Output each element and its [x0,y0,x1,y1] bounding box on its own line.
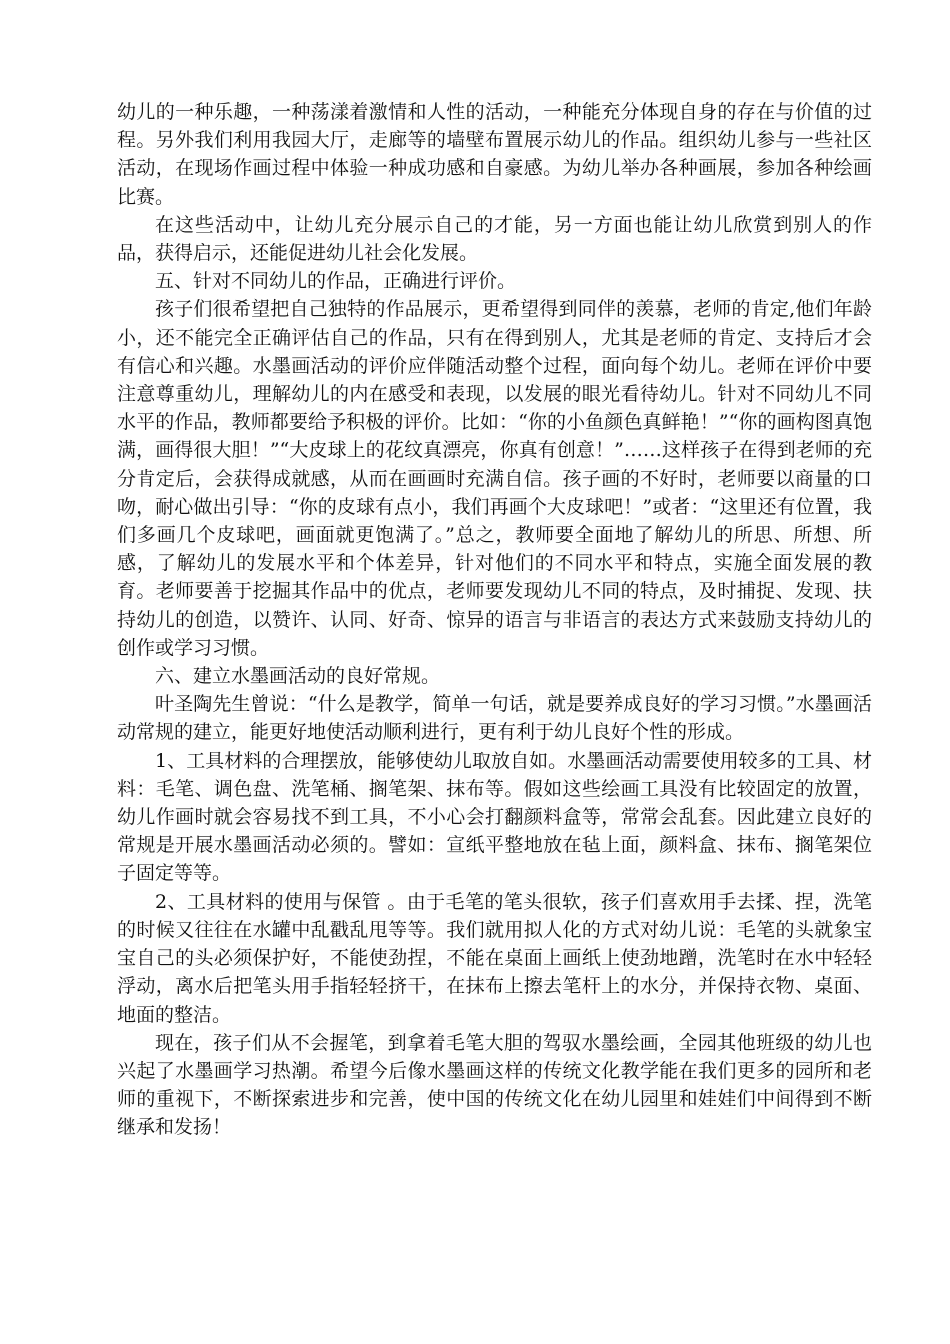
section-heading-five: 五、针对不同幼儿的作品，正确进行评价。 [155,270,517,293]
paragraph-item-one: 1、工具材料的合理摆放，能够使幼儿取放自如。水墨画活动需要使用较多的工具、材料：毛笔、调色盘、洗笔桶、搁笔架、抹布等。假如这些绘画工具没有比较固定的放置，幼儿作画时就会容易找不到工具，不小心会打翻颜料盒等，常常会乱套。因此建立良好的常规是开展水墨画活动必须的。譬如：宣纸平整地放在毡上面，颜料盒、抹布、搁笔架位子固定等等。 [117,749,872,885]
document-body [117,98,872,1142]
paragraph-quote-ye-shengtao: 叶圣陶先生曾说：“什么是教学，简单一句话，就是要养成良好的学习习惯。”水墨画活动常规的建立，能更好地使活动顺利进行，更有利于幼儿良好个性的形成。 [117,693,872,744]
paragraph-item-two: 2、工具材料的使用与保管 。由于毛笔的笔头很软，孩子们喜欢用手去揉、捏，洗笔的时候又往往在水罐中乱戳乱甩等等。我们就用拟人化的方式对幼儿说：毛笔的头就象宝宝自己的头必须保护好，不能使劲捏，不能在桌面上画纸上使劲地蹭，洗笔时在水中轻轻浮动，离水后把笔头用手指轻轻挤干，在抹布上擦去笔杆上的水分，并保持衣物、桌面、地面的整洁。 [117,890,872,1026]
paragraph-conclusion: 现在，孩子们从不会握笔，到拿着毛笔大胆的驾驭水墨绘画，全园其他班级的幼儿也兴起了水墨画学习热潮。希望今后像水墨画这样的传统文化教学能在我们更多的园所和老师的重视下，不断探索进步和完善，使中国的传统文化在幼儿园里和娃娃们中间得到不断继承和发扬！ [117,1031,872,1139]
paragraph-continuation: 幼儿的一种乐趣，一种荡漾着激情和人性的活动，一种能充分体现自身的存在与价值的过程。另外我们利用我园大厅，走廊等的墙壁布置展示幼儿的作品。组织幼儿参与一些社区活动，在现场作画过程中体验一种成功感和自豪感。为幼儿举办各种画展，参加各种绘画比赛。 [117,101,872,208]
section-heading-six: 六、建立水墨画活动的良好常规。 [155,665,441,688]
paragraph-evaluation: 孩子们很希望把自己独特的作品展示，更希望得到同伴的羡慕，老师的肯定,他们年龄小，还不能完全正确评估自己的作品，只有在得到别人，尤其是老师的肯定、支持后才会有信心和兴趣。水墨画活动的评价应伴随活动整个过程，面向每个幼儿。老师在评价中要注意尊重幼儿，理解幼儿的内在感受和表现，以发展的眼光看待幼儿。针对不同幼儿不同水平的作品，教师都要给予积极的评价。比如：“你的小鱼颜色真鲜艳！”“你的画构图真饱满，画得很大胆！”“大皮球上的花纹真漂亮，你真有创意！”……这样孩子在得到老师的充分肯定后，会获得成就感，从而在画画时充满自信。孩子画的不好时，老师要以商量的口吻，耐心做出引导：“你的皮球有点小，我们再画个大皮球吧！”或者：“这里还有位置，我们多画几个皮球吧，画面就更饱满了。”总之，教师要全面地了解幼儿的所思、所想、所感，了解幼儿的发展水平和个体差异，针对他们的不同水平和特点，实施全面发展的教育。老师要善于挖掘其作品中的优点，老师要发现幼儿不同的特点，及时捕捉、发现、扶持幼儿的创造，以赞许、认同、好奇、惊异的语言与非语言的表达方式来鼓励支持幼儿的创作或学习习惯。 [117,298,872,659]
paragraph-activity-summary: 在这些活动中，让幼儿充分展示自己的才能，另一方面也能让幼儿欣赏到别人的作品，获得启示，还能促进幼儿社会化发展。 [117,213,872,265]
